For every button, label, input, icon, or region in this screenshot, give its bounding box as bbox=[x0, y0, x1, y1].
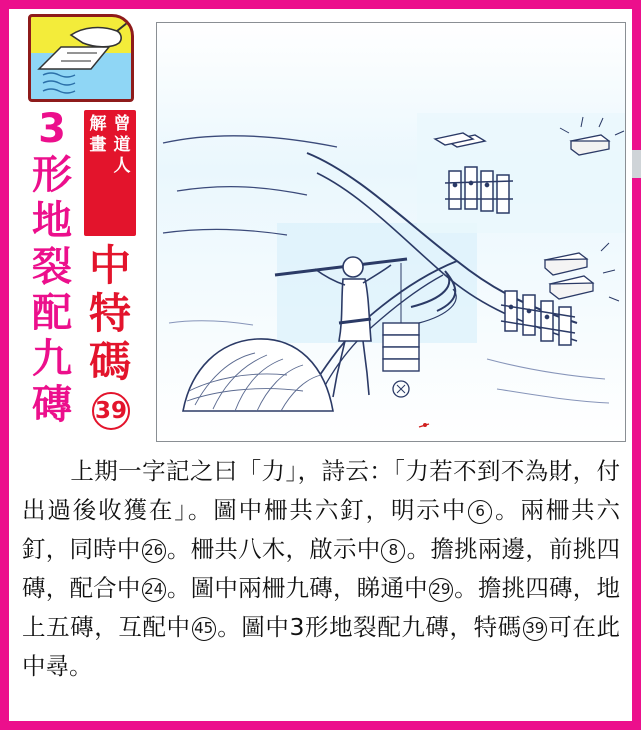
title-char-6: 磚 bbox=[32, 382, 72, 428]
inline-number-45: 45 bbox=[192, 617, 216, 641]
stamp-char-1: 道 bbox=[113, 135, 131, 155]
inline-number-26: 26 bbox=[142, 539, 166, 563]
hand-writing-on-paper-logo bbox=[28, 14, 134, 102]
subtitle-char-1: 特 bbox=[88, 289, 131, 338]
inline-number-8: 8 bbox=[381, 539, 405, 563]
page-title bbox=[26, 106, 78, 428]
issue-number-badge: 39 bbox=[92, 392, 130, 430]
page-frame-left bbox=[0, 0, 9, 730]
illustration-panel bbox=[156, 22, 626, 442]
subtitle-char-0: 中 bbox=[88, 241, 131, 290]
subtitle bbox=[82, 242, 138, 386]
stamp-char-2: 人 bbox=[113, 156, 131, 176]
body-part-0: 上期一字記之曰「力」，詩云：「力若不到不為財，付出過後收獲在」。圖中柵共六釘，明示中 bbox=[22, 457, 620, 524]
title-char-1: 形 bbox=[32, 152, 72, 198]
body-part-5: 。擔挑四磚，地上五磚，互配中 bbox=[22, 574, 621, 641]
article-body bbox=[22, 452, 620, 686]
stamp-column-right bbox=[110, 114, 134, 177]
title-char-5: 九 bbox=[32, 336, 72, 382]
stamp-column-left bbox=[86, 114, 110, 156]
body-part-3: 。擔挑兩邊，前挑四磚，配合中 bbox=[22, 535, 621, 602]
subtitle-char-2: 碼 bbox=[88, 337, 131, 386]
inline-number-29: 29 bbox=[429, 578, 453, 602]
body-part-4: 。圖中兩柵九磚，睇通中 bbox=[166, 574, 428, 602]
inline-number-39: 39 bbox=[523, 617, 547, 641]
page-frame-bottom bbox=[0, 721, 641, 730]
body-part-6: 。圖中3形地裂配九磚，特碼 bbox=[216, 613, 522, 641]
title-char-4: 配 bbox=[32, 290, 72, 336]
masthead bbox=[18, 14, 153, 444]
logo-artwork bbox=[31, 17, 131, 99]
inline-number-6: 6 bbox=[468, 500, 492, 524]
title-char-0: 3 bbox=[38, 106, 66, 152]
body-part-7: 可在此中尋。 bbox=[22, 613, 621, 680]
inline-number-24: 24 bbox=[142, 578, 166, 602]
illustration-artwork bbox=[157, 23, 625, 441]
stamp-char-3: 解 bbox=[89, 114, 107, 134]
title-char-2: 地 bbox=[32, 198, 72, 244]
body-part-1: 。兩柵共六釘，同時中 bbox=[22, 496, 621, 563]
page-frame-right bbox=[632, 0, 641, 730]
scrollbar-notch[interactable] bbox=[632, 150, 641, 178]
title-char-3: 裂 bbox=[32, 244, 72, 290]
stamp-char-4: 畫 bbox=[89, 135, 107, 155]
stamp-char-0: 曾 bbox=[113, 114, 131, 134]
body-part-2: 。柵共八木，啟示中 bbox=[166, 535, 381, 563]
author-stamp bbox=[84, 110, 136, 236]
page-frame-top bbox=[0, 0, 641, 9]
